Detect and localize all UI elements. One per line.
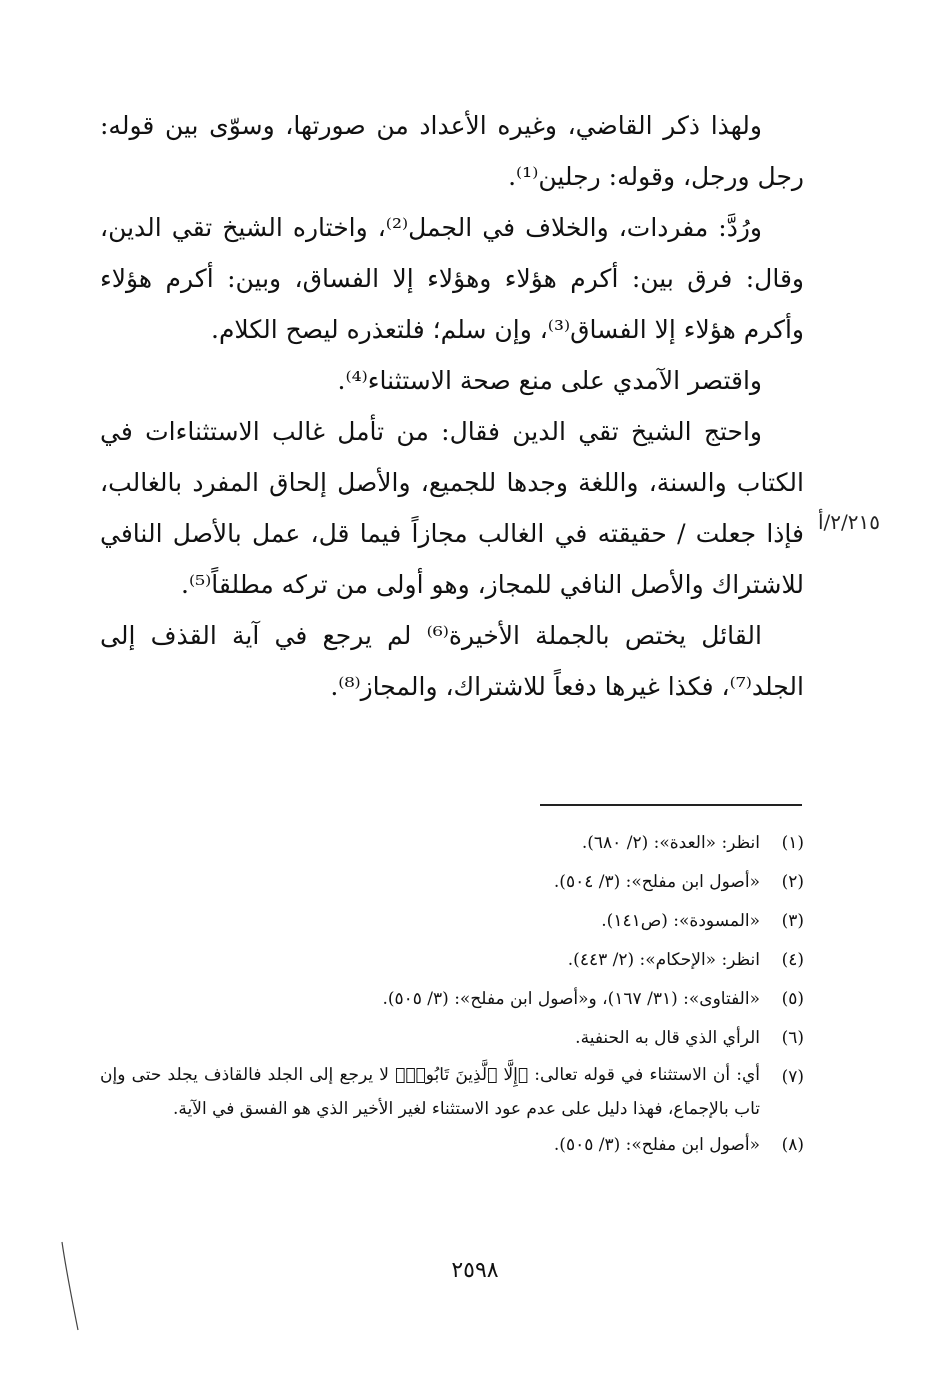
footnote-text: «الفتاوى»: (٣١/ ١٦٧)، و«أصول ابن مفلح»: (٣/ ٥٠٥). [382,989,760,1009]
paragraph-5: القائل يختص بالجملة الأخيرة⁽⁶⁾ لم يرجع في آية القذف إلى الجلد⁽⁷⁾، فكذا غيرها دفعاً للاشتراك، والمجاز⁽⁸⁾. [100,621,804,701]
footnote-text: «أصول ابن مفلح»: (٣/ ٥٠٥). [553,1135,760,1155]
paragraph-2: ورُدَّ: مفردات، والخلاف في الجمل⁽²⁾، واختاره الشيخ تقي الدين، وقال: فرق بين: أكرم هؤلاء وهؤلاء إلا الفساق، وبين: أكرم هؤلاء وأكرم هؤلاء إلا الفساق⁽³⁾، وإن سلم؛ فلتعذره ليصح الكلام. [100,213,804,344]
footnote [100,1058,804,1126]
paragraph-1: ولهذا ذكر القاضي، وغيره الأعداد من صورتها، وسوّى بين قوله: رجل ورجل، وقوله: رجلين⁽¹⁾. [100,111,804,191]
main-text [100,100,804,712]
footnotes [100,824,804,1165]
footnote-number: (٢) [781,872,804,892]
paragraph-4: واحتج الشيخ تقي الدين فقال: من تأمل غالب الاستثناءات في الكتاب والسنة، واللغة وجدها للجميع، والأصل إلحاق المفرد بالغالب، فإذا جعلت / حقيقته في الغالب مجازاً فيما قل، عمل بالأصل النافي للاشتراك والأصل النافي للمجاز، وهو أولى من تركه مطلقاً⁽⁵⁾. [100,417,804,599]
page-number: ٢٥٩٨ [451,1258,499,1283]
footnote-number: (٥) [781,989,804,1009]
footnote-number: (١) [781,833,804,853]
footnote-separator [540,804,802,806]
footnote-text: انظر: «العدة»: (٢/ ٦٨٠). [581,833,760,853]
footnote [100,863,804,902]
footnote [100,980,804,1019]
footnote-text: الرأي الذي قال به الحنفية. [575,1028,760,1048]
manuscript-folio-reference: ٢/٢١٥/أ [818,510,881,534]
footnote-number: (٧) [781,1067,804,1087]
footnote-number: (٨) [781,1135,804,1155]
footnote [100,941,804,980]
footnote-text: انظر: «الإحكام»: (٢/ ٤٤٣). [567,950,760,970]
footnote-text: «المسودة»: (ص١٤١). [601,911,760,931]
footnote [100,1019,804,1058]
footnote-number: (٤) [781,950,804,970]
paragraph-3: واقتصر الآمدي على منع صحة الاستثناء⁽⁴⁾. [337,366,762,395]
footnote [100,902,804,941]
footnote-text: أي: أن الاستثناء في قوله تعالى: ﴿إِلَّا ٱلَّذِينَ تَابُوا۟﴾ لا يرجع إلى الجلد فالقاذف يجلد حتى وإن تاب بالإجماع، فهذا دليل على عدم عود الاستثناء لغير الأخير الذي هو الفسق في الآية. [100,1065,760,1119]
scan-edge-mark [58,1240,88,1332]
footnote [100,1126,804,1165]
footnote-text: «أصول ابن مفلح»: (٣/ ٥٠٤). [553,872,760,892]
footnote-number: (٦) [781,1028,804,1048]
footnote [100,824,804,863]
footnote-number: (٣) [781,911,804,931]
